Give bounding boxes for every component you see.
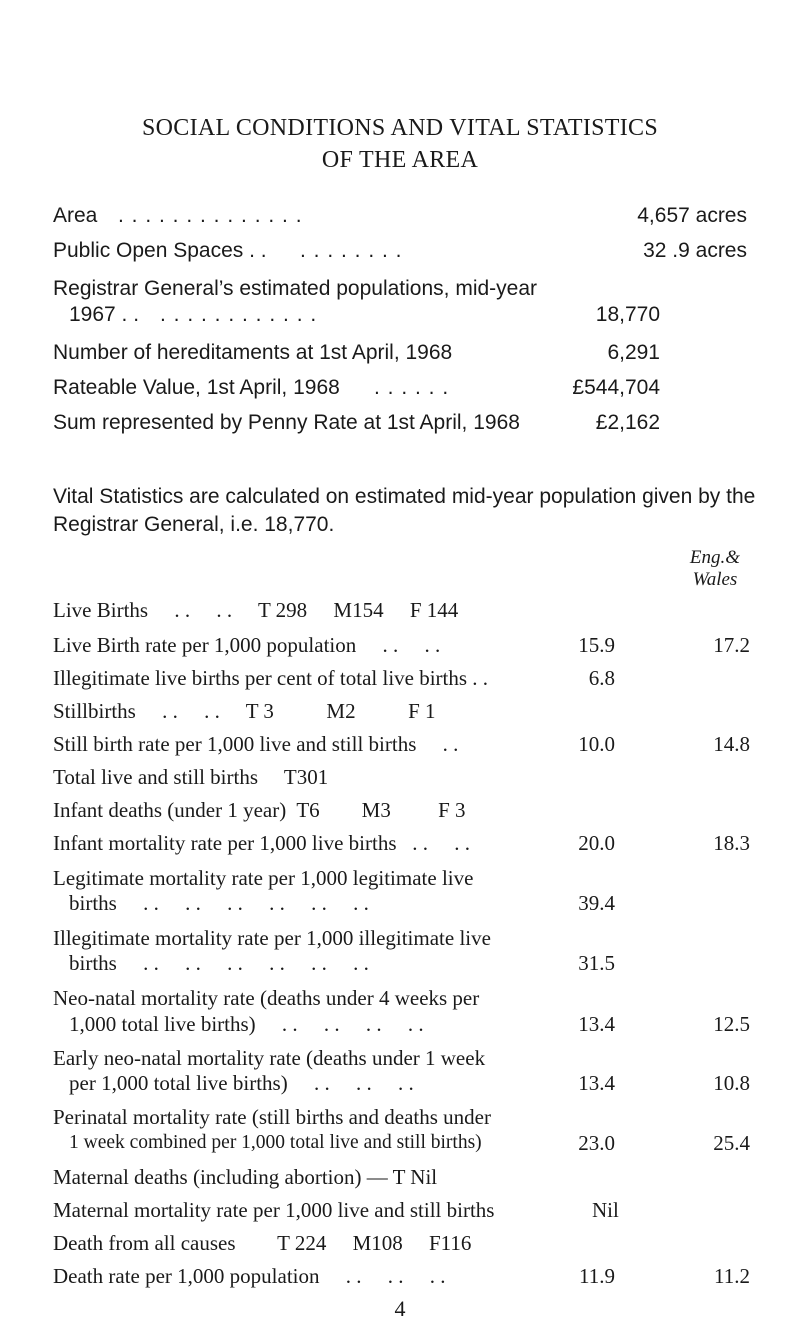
penny-rate-value: £2,162 [595, 411, 660, 434]
eng-wales-header [670, 547, 760, 591]
page-subtitle: OF THE AREA [321, 147, 479, 173]
stat-label: Neo-natal mortality rate (deaths under 4 weeks per [53, 986, 480, 1010]
national-value: 10.8 [713, 1071, 750, 1095]
stat-label: Maternal mortality rate per 1,000 live and still births [53, 1198, 495, 1222]
stat-label: Total live and still births T301 [53, 765, 329, 789]
national-value: 14.8 [713, 732, 750, 756]
stat-label: Illegitimate mortality rate per 1,000 illegitimate live [53, 926, 491, 950]
local-value: 20.0 [578, 831, 615, 855]
leader-dots: . . . . . . . . [300, 239, 403, 262]
stat-label-cont: births . . . . . . . . . . . . [69, 951, 369, 975]
population-value: 18,770 [595, 303, 660, 326]
local-value: 11.9 [579, 1264, 615, 1288]
stat-label-cont: per 1,000 total live births) . . . . . . [69, 1071, 414, 1095]
open-spaces-label: Public Open Spaces . . [53, 239, 267, 262]
stat-label: Early neo-natal mortality rate (deaths under 1 week [53, 1046, 486, 1070]
stat-label: Live Birth rate per 1,000 population . . . . [53, 633, 441, 657]
national-value: 25.4 [713, 1131, 750, 1155]
area-value: 4,657 acres [637, 204, 747, 227]
stat-label: Death rate per 1,000 population . . . . . . [53, 1264, 446, 1288]
stat-label: Infant mortality rate per 1,000 live births . . . . [53, 831, 470, 855]
national-value: 17.2 [713, 633, 750, 657]
hereditaments-value: 6,291 [607, 341, 660, 364]
stat-label-cont: 1,000 total live births) . . . . . . . . [69, 1012, 424, 1036]
stat-label: Stillbirths . . . . T 3 M2 F 1 [53, 699, 436, 723]
local-value: 39.4 [578, 891, 615, 915]
rateable-value-label: Rateable Value, 1st April, 1968 [53, 376, 340, 399]
stat-label: Still birth rate per 1,000 live and still births . . [53, 732, 459, 756]
penny-rate-label: Sum represented by Penny Rate at 1st April, 1968 [53, 411, 520, 434]
local-value: 6.8 [588, 666, 615, 690]
open-spaces-value: 32 .9 acres [643, 239, 747, 262]
local-value: 10.0 [578, 732, 615, 756]
leader-dots: . . . . . . . . . . . . [160, 303, 318, 326]
hereditaments-label: Number of hereditaments at 1st April, 1968 [53, 341, 453, 364]
national-value: 12.5 [713, 1012, 750, 1036]
leader-dots: . . . . . . [374, 376, 450, 399]
stat-row [53, 598, 458, 622]
page-title: SOCIAL CONDITIONS AND VITAL STATISTICS [141, 115, 658, 141]
header-line1: Eng.& [689, 547, 741, 568]
stat-label: Illegitimate live births per cent of total live births . . [53, 666, 489, 690]
leader-dots: . . . . . . . . . . . . . . [118, 204, 303, 227]
stat-label: Perinatal mortality rate (still births and deaths under [53, 1105, 491, 1129]
population-label-cont: 1967 . . [69, 303, 140, 326]
national-value: 11.2 [714, 1264, 750, 1288]
header-line2: Wales [692, 569, 738, 590]
stat-label: Death from all causes T 224 M108 F116 [53, 1231, 472, 1255]
local-value: 13.4 [578, 1071, 615, 1095]
stat-label-cont: 1 week combined per 1,000 total live and still births) [69, 1132, 482, 1153]
stat-label: Live Births . . . . T 298 M154 F 144 [53, 598, 459, 622]
local-value: 15.9 [578, 633, 615, 657]
rateable-value: £544,704 [572, 376, 660, 399]
stat-label-cont: births . . . . . . . . . . . . [69, 891, 369, 915]
intro-paragraph: Vital Statistics are calculated on estimated mid-year population given by the Registrar General, i.e. 18,770. [53, 485, 756, 536]
stat-label: Legitimate mortality rate per 1,000 legitimate live [53, 866, 474, 890]
local-value: Nil [592, 1198, 619, 1222]
local-value: 31.5 [578, 951, 615, 975]
area-label: Area [53, 204, 98, 227]
local-value: 13.4 [578, 1012, 615, 1036]
stat-label: Maternal deaths (including abortion) — T Nil [53, 1165, 438, 1189]
stat-label: Infant deaths (under 1 year) T6 M3 F 3 [53, 798, 466, 822]
national-value: 18.3 [713, 831, 750, 855]
population-label: Registrar General’s estimated populations, mid-year [53, 277, 538, 300]
local-value: 23.0 [578, 1131, 615, 1155]
page-number: 4 [394, 1296, 406, 1321]
